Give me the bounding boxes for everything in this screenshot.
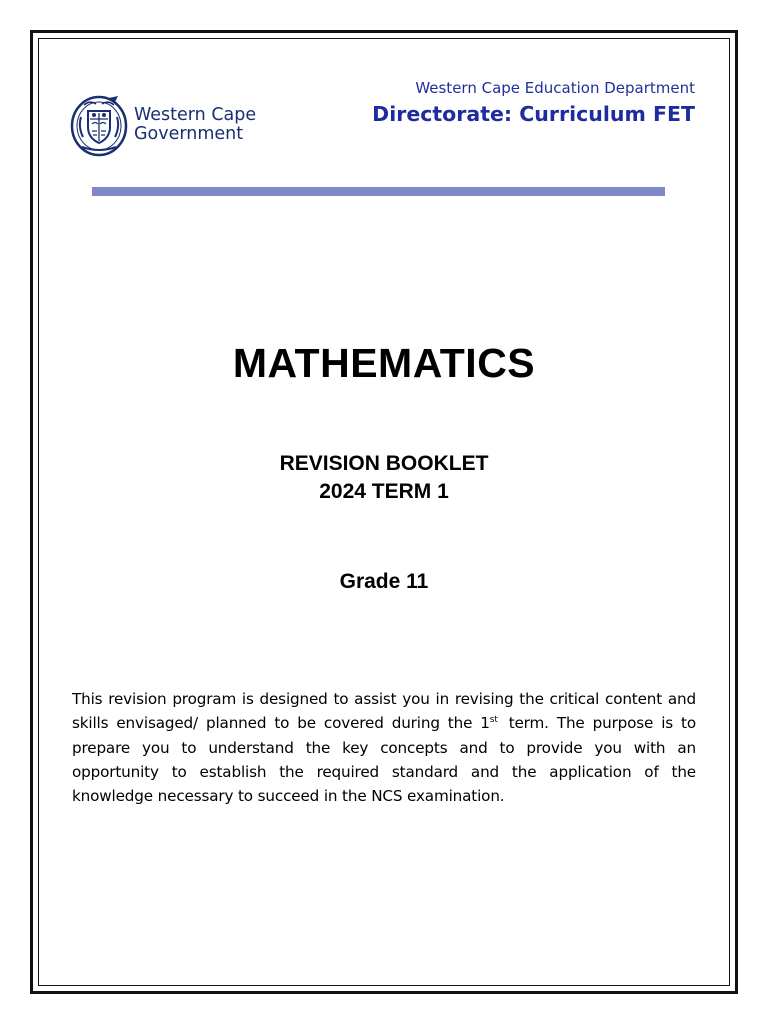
page-border (30, 30, 738, 994)
logo-wordmark (134, 106, 256, 144)
booklet-title: REVISION BOOKLET (279, 452, 489, 475)
header-divider (92, 187, 665, 196)
ordinal-superscript: st (489, 715, 498, 726)
department-header (372, 77, 695, 129)
directorate-title: Directorate: Curriculum FET (372, 102, 695, 126)
logo-line-2: Government (134, 124, 244, 144)
grade-label: Grade 11 (339, 570, 429, 593)
intro-text-end: term. The purpose is to prepare you to understand the key concepts and to provide you with an opportunity to establish the required standard and the application of the knowledge necessary to succeed in the NCS examination. (72, 714, 696, 806)
subject-title: MATHEMATICS (232, 340, 536, 386)
western-cape-government-logo (70, 93, 256, 157)
page-border-inner (38, 38, 730, 986)
term-title: 2024 TERM 1 (319, 480, 449, 503)
intro-paragraph (72, 687, 696, 808)
logo-line-1: Western Cape (134, 105, 257, 125)
department-name: Western Cape Education Department (415, 79, 695, 97)
coat-of-arms-icon (70, 93, 128, 157)
intro-text-start: This revision program is designed to assist you in revising the critical content and skills envisaged/ planned to be covered during the 1 (72, 690, 696, 733)
